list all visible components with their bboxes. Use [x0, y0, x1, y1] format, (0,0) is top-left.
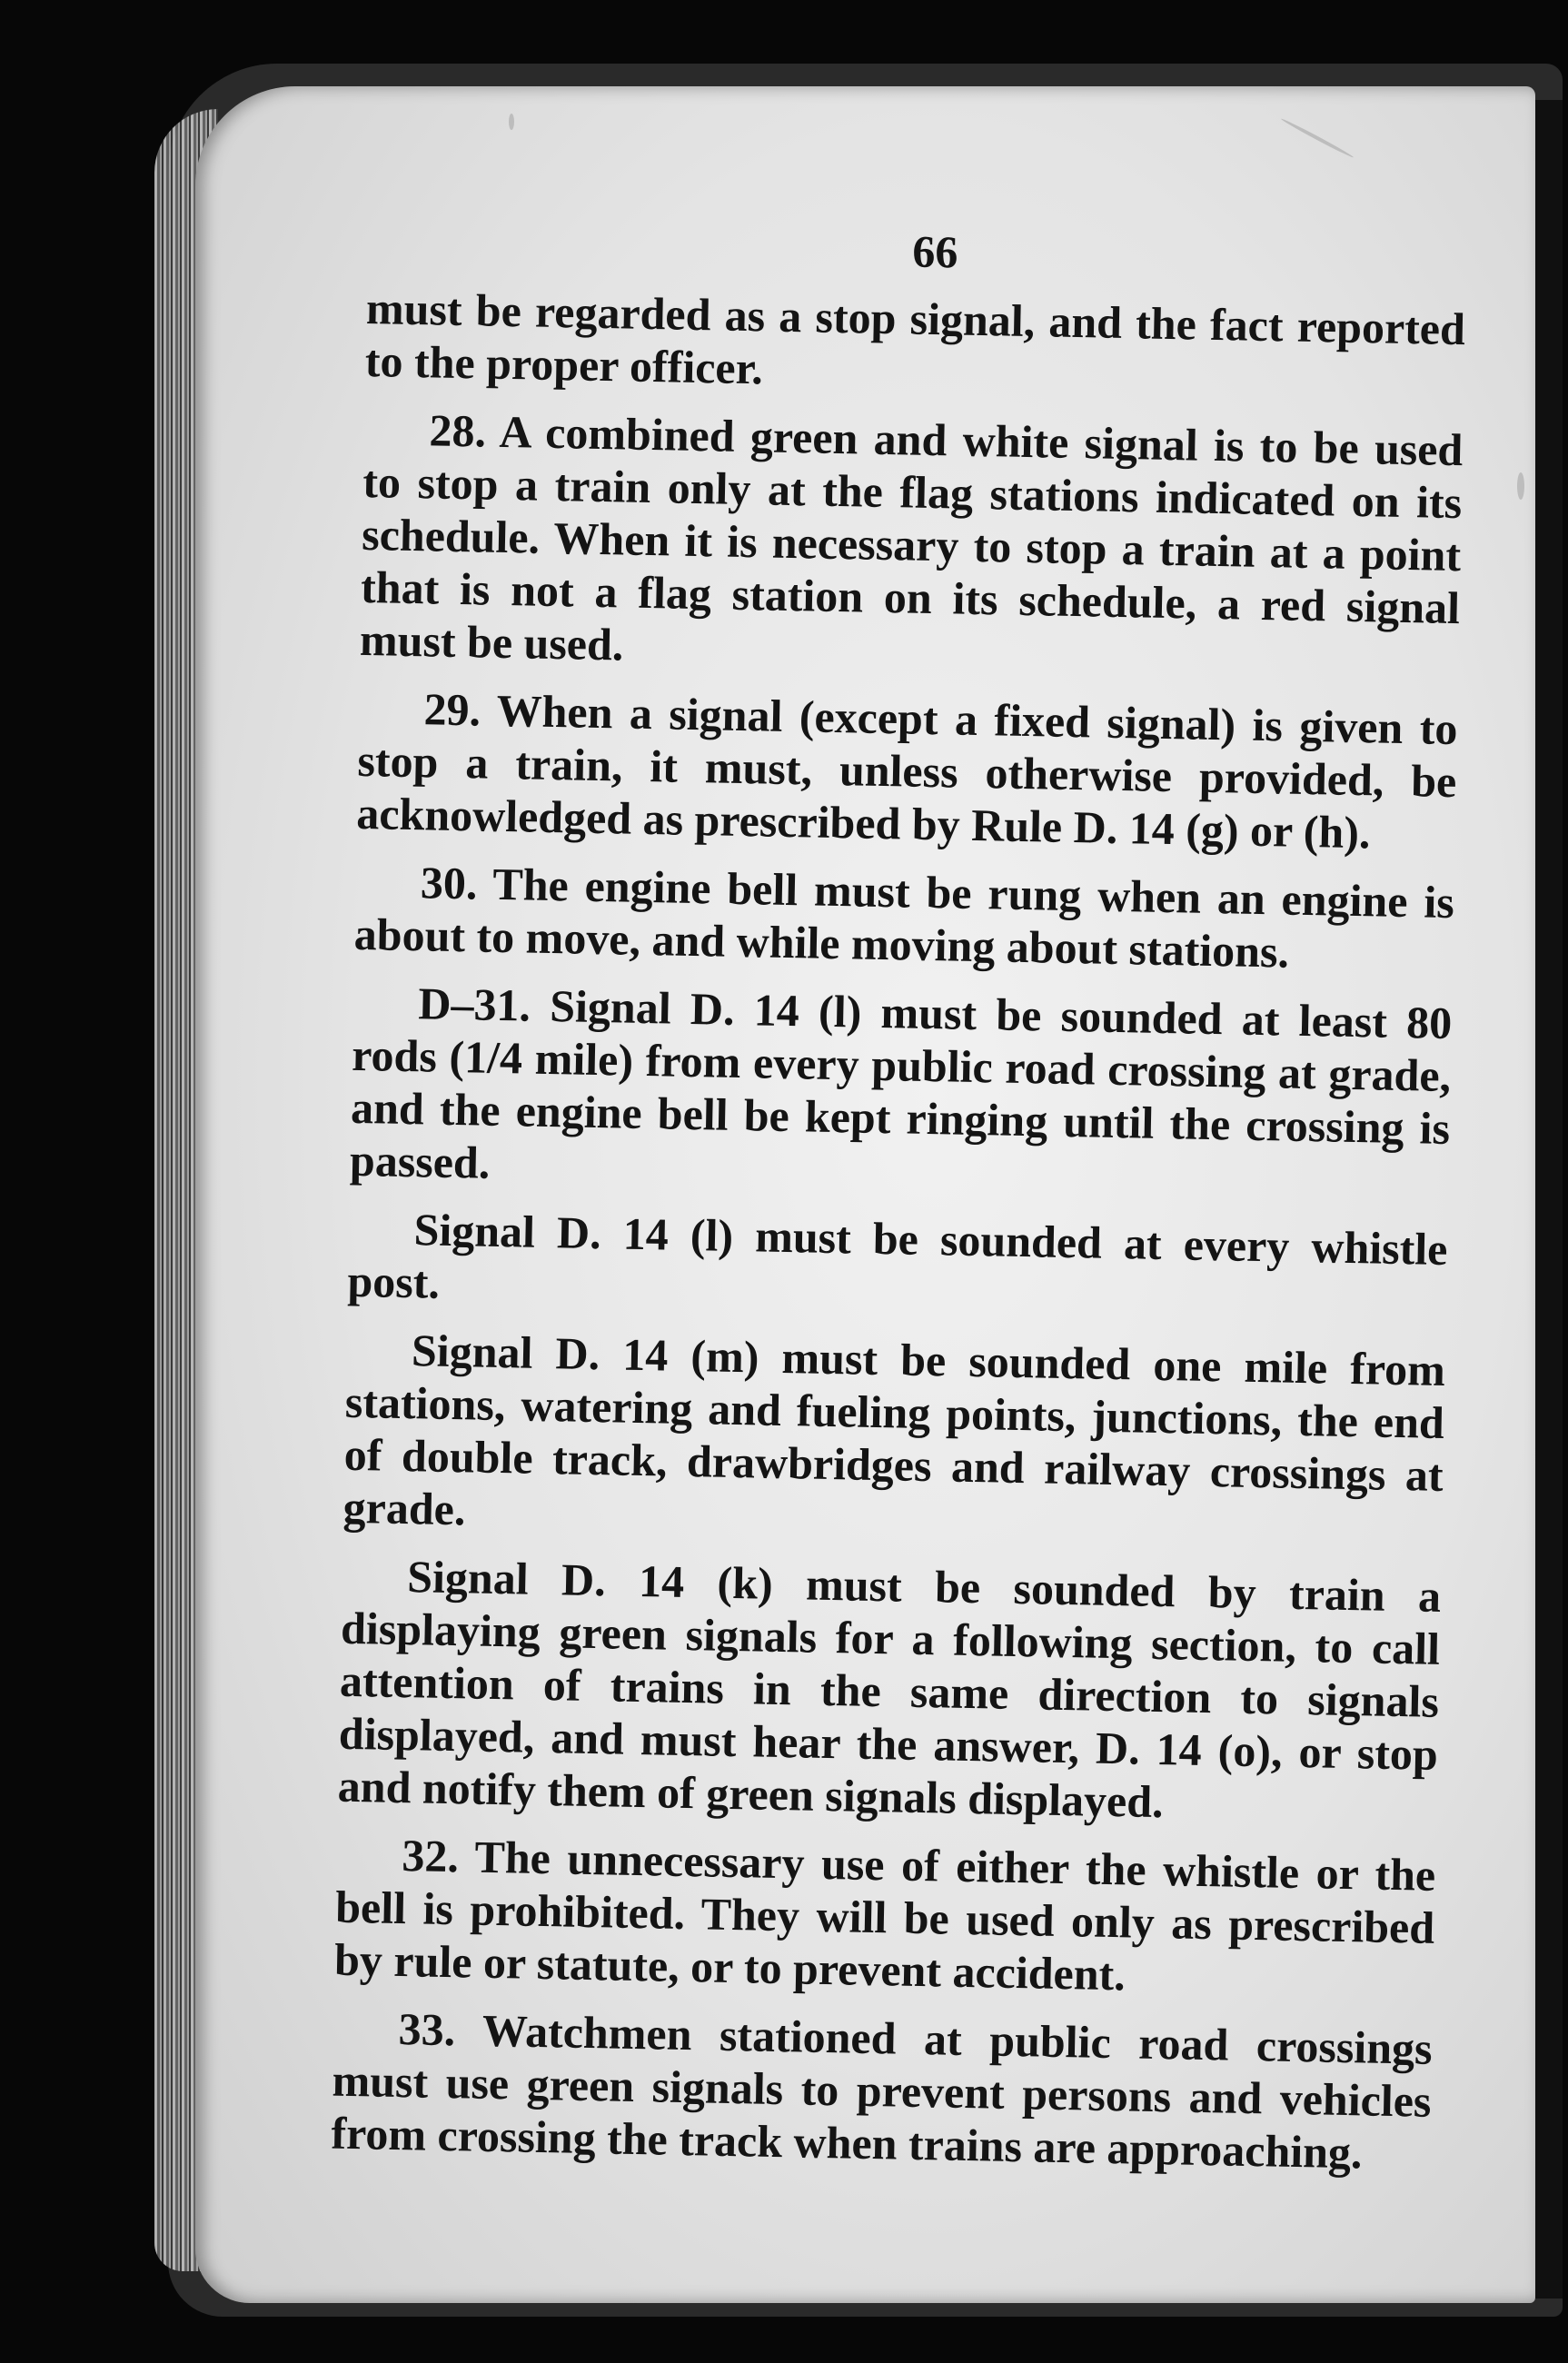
rule-number: D–31. — [417, 978, 531, 1031]
rule-33 — [331, 2001, 1433, 2180]
rule-30 — [353, 855, 1454, 981]
page-text — [331, 218, 1467, 2196]
paragraph-text: Signal D. 14 (l) must be sounded at every whistle post. — [347, 1204, 1448, 1308]
rule-d-31 — [350, 976, 1453, 1207]
paragraph-text: A combined green and white signal is to be used to stop a train only at the flag stations indicated on its schedule. When it is necessary to stop a train at a point that is not a flag station on its schedule, a red signal must be used. — [359, 405, 1464, 670]
rule-number: 28. — [428, 404, 487, 457]
scan-speck — [509, 114, 514, 130]
signal-paragraph — [347, 1202, 1448, 1328]
rule-28 — [360, 402, 1464, 687]
rule-number: 30. — [420, 857, 478, 909]
paragraph-text: The unnecessary use of either the whistle or the bell is prohibited. They will be used only as prescribed by rule or statute, or to prevent accident. — [333, 1831, 1436, 2001]
paragraph-text: When a signal (except a fixed signal) is given to stop a train, it must, unless otherwise provided, be acknowledged as prescribed by Rule D. 14 (g) or (h). — [355, 684, 1458, 859]
book-gutter — [1535, 100, 1563, 2298]
rule-32 — [334, 1828, 1436, 2007]
rule-number: 33. — [398, 2003, 456, 2056]
signal-paragraph — [337, 1549, 1441, 1833]
paragraph-text: Signal D. 14 (k) must be sounded by train a displaying green signals for a following section, to call attention of trains in the same direction to signals displayed, and must hear the answer, D. 14 (o), or stop and notify them of green signals displayed. — [337, 1551, 1442, 1828]
rule-29 — [356, 681, 1458, 860]
paragraph-text: Signal D. 14 (l) must be sounded at least 80 rods (1/4 mile) from every public road crossing at grade, and the engine bell be kept ringing until the crossing is passed. — [349, 980, 1453, 1188]
paragraph-text: Watchmen stationed at public road crossings must use green signals to prevent persons and vehicles from crossing the track when trains are approaching. — [330, 2004, 1434, 2179]
paragraph-text: The engine bell must be rung when an engine is about to move, and while moving about stations. — [353, 858, 1455, 978]
page-number: 66 — [911, 225, 958, 278]
paragraph-text: Signal D. 14 (m) must be sounded one mile from stations, watering and fueling points, junctions, the end of double track, drawbridges and railway crossings at grade. — [342, 1325, 1446, 1535]
rule-number: 29. — [423, 683, 481, 736]
paragraph-continued — [364, 282, 1465, 408]
paragraph-text: must be regarded as a stop signal, and the fact reported to the proper officer. — [364, 282, 1466, 394]
scan-speck — [1517, 472, 1524, 500]
signal-paragraph — [342, 1323, 1445, 1554]
rule-number: 32. — [401, 1830, 460, 1882]
